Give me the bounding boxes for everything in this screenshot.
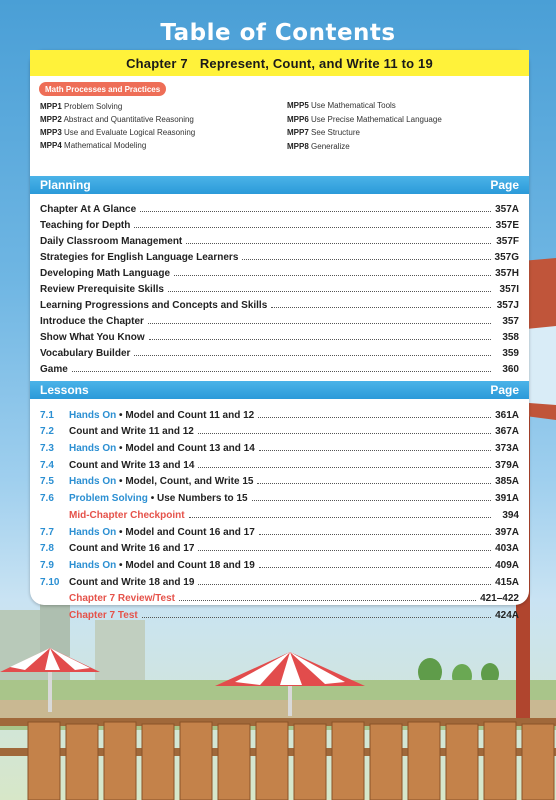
planning-row-page: 357J: [496, 300, 519, 311]
dot-leader: [258, 417, 491, 418]
mpp-column-right: [287, 99, 442, 153]
track: [0, 700, 556, 720]
dot-leader: [149, 339, 491, 340]
dot-leader: [72, 371, 491, 372]
mpp-item: MPP4 Mathematical Modeling: [40, 141, 147, 150]
dot-leader: [252, 500, 491, 501]
lesson-label-group: [69, 410, 254, 421]
lesson-page: 403A: [495, 543, 519, 555]
planning-row-label: Learning Progressions and Concepts and Skills: [40, 300, 268, 311]
planning-row-label: Introduce the Chapter: [40, 316, 144, 327]
lesson-special-row[interactable]: [40, 604, 519, 621]
planning-row[interactable]: [40, 263, 519, 279]
planning-row-label: Show What You Know: [40, 332, 145, 343]
planning-row[interactable]: [40, 327, 519, 343]
planning-row[interactable]: [40, 247, 519, 263]
toc-card: [30, 50, 529, 621]
lesson-page: 397A: [495, 526, 519, 538]
planning-row-page: 358: [502, 332, 519, 343]
lesson-row[interactable]: [40, 538, 519, 555]
planning-row-label: Game: [40, 364, 68, 375]
mpp-item: MPP5 Use Mathematical Tools: [287, 101, 396, 110]
lesson-label-group: [69, 560, 255, 571]
lesson-title: Model and Count 16 and 17: [125, 526, 255, 538]
lesson-page: 361A: [495, 409, 519, 421]
planning-row-page: 357A: [495, 204, 519, 215]
lesson-title: Use Numbers to 15: [156, 493, 248, 505]
dot-leader: [271, 307, 491, 308]
lesson-page: 373A: [495, 443, 519, 455]
lesson-prefix: Hands On: [69, 409, 117, 421]
lesson-number: 7.4: [40, 459, 54, 471]
mpp-item: MPP2 Abstract and Quantitative Reasoning: [40, 115, 194, 124]
lesson-number: 7.10: [40, 576, 60, 588]
lessons-header: [30, 381, 529, 399]
planning-row[interactable]: [40, 295, 519, 311]
lessons-page-label: Page: [490, 383, 519, 397]
lesson-title: Count and Write 13 and 14: [69, 459, 195, 471]
dot-leader: [174, 275, 491, 276]
dot-leader: [140, 211, 491, 212]
planning-page-label: Page: [490, 178, 519, 192]
dot-leader: [186, 243, 491, 244]
planning-row-label: Developing Math Language: [40, 268, 171, 279]
lesson-label-group: [69, 460, 194, 471]
lesson-number: 7.1: [40, 409, 54, 421]
bullet-separator: •: [119, 476, 123, 488]
planning-row-label: Strategies for English Language Learners: [40, 252, 239, 263]
lesson-row[interactable]: [40, 454, 519, 471]
dot-leader: [134, 355, 491, 356]
lesson-title: Count and Write 18 and 19: [69, 576, 195, 588]
mpp-item: MPP8 Generalize: [287, 141, 350, 151]
dot-leader: [257, 483, 491, 484]
page-title: Table of Contents: [160, 20, 396, 46]
lesson-label-group: [69, 577, 194, 588]
planning-row-page: 357I: [499, 284, 519, 295]
lesson-label-group: [69, 493, 248, 504]
planning-row-label: Vocabulary Builder: [40, 348, 131, 359]
lesson-prefix: Hands On: [69, 476, 117, 488]
dot-leader: [179, 600, 476, 601]
dot-leader: [259, 567, 491, 568]
planning-list: [30, 194, 529, 375]
lesson-row[interactable]: [40, 421, 519, 438]
planning-row[interactable]: [40, 343, 519, 359]
lesson-prefix: Hands On: [69, 559, 117, 571]
lesson-number: 7.9: [40, 559, 54, 571]
lesson-prefix: Hands On: [69, 526, 117, 538]
bullet-separator: •: [119, 559, 123, 571]
lesson-label-group: [69, 527, 255, 538]
lesson-number: 7.3: [40, 443, 54, 455]
dot-leader: [198, 550, 491, 551]
lesson-special-row[interactable]: [40, 588, 519, 605]
dot-leader: [168, 291, 491, 292]
mpp-item: MPP1 Problem Solving: [40, 102, 123, 111]
lesson-label-group: [69, 476, 253, 487]
lesson-title: Model and Count 11 and 12: [125, 409, 255, 421]
planning-row-label: Teaching for Depth: [40, 220, 131, 231]
lesson-page: 409A: [495, 559, 519, 571]
lesson-label-group: [69, 510, 185, 521]
mpp-badge: Math Processes and Practices: [39, 82, 166, 96]
planning-row-page: 357: [502, 316, 519, 327]
lesson-number: 7.7: [40, 526, 54, 538]
lesson-page: 424A: [495, 609, 519, 621]
dot-leader: [198, 584, 491, 585]
dot-leader: [148, 323, 491, 324]
lesson-row[interactable]: [40, 471, 519, 488]
mpp-item: MPP3 Use and Evaluate Logical Reasoning: [40, 128, 196, 137]
lesson-page: 367A: [495, 426, 519, 438]
lesson-title: Count and Write 11 and 12: [69, 426, 194, 438]
dot-leader: [198, 433, 491, 434]
lesson-prefix: Problem Solving: [69, 493, 148, 505]
lesson-row[interactable]: [40, 554, 519, 571]
lesson-title: Count and Write 16 and 17: [69, 543, 195, 555]
mpp-section: [30, 76, 529, 176]
lesson-page: 379A: [495, 459, 519, 471]
lesson-page: 421–422: [480, 593, 519, 605]
lesson-row[interactable]: [40, 404, 519, 421]
lesson-number: 7.6: [40, 493, 54, 505]
chapter-number: Chapter 7: [126, 55, 188, 71]
lesson-page: 415A: [495, 576, 519, 588]
lesson-special-row[interactable]: [40, 504, 519, 521]
fence: [0, 718, 556, 800]
planning-row[interactable]: [40, 359, 519, 375]
planning-row-page: 359: [502, 348, 519, 359]
planning-row-page: 357F: [496, 236, 519, 247]
bullet-separator: •: [150, 493, 155, 505]
lesson-special-label: Chapter 7 Review/Test: [69, 593, 175, 605]
lesson-page: 391A: [495, 493, 519, 505]
lesson-number: 7.5: [40, 476, 54, 488]
dot-leader: [134, 227, 491, 228]
planning-row[interactable]: [40, 311, 519, 327]
lesson-label-group: [69, 593, 175, 604]
chapter-title: Represent, Count, and Write 11 to 19: [199, 55, 433, 71]
lesson-title: Model and Count 18 and 19: [125, 559, 255, 571]
bullet-separator: •: [119, 526, 123, 538]
dot-leader: [259, 450, 491, 451]
planning-row-page: 357E: [495, 220, 519, 231]
lesson-label-group: [69, 610, 138, 621]
planning-row[interactable]: [40, 279, 519, 295]
lesson-label-group: [69, 426, 194, 437]
bullet-separator: •: [119, 409, 123, 421]
planning-title: Planning: [40, 178, 91, 192]
lessons-list: [30, 399, 529, 621]
lesson-title: Model and Count 13 and 14: [125, 443, 255, 455]
lesson-number: 7.2: [40, 426, 54, 438]
dot-leader: [259, 534, 491, 535]
dot-leader: [198, 467, 491, 468]
lesson-page: 385A: [495, 476, 519, 488]
planning-row[interactable]: [40, 199, 519, 215]
lesson-page: 394: [502, 509, 519, 521]
planning-row-label: Daily Classroom Management: [40, 236, 183, 247]
dot-leader: [242, 259, 490, 260]
chapter-title-bar: [30, 50, 529, 76]
lesson-row[interactable]: [40, 571, 519, 588]
planning-row-page: 357G: [494, 252, 519, 263]
lesson-special-label: Mid-Chapter Checkpoint: [69, 509, 185, 521]
lesson-row[interactable]: [40, 437, 519, 454]
building-shape: [95, 620, 145, 680]
planning-row-label: Chapter At A Glance: [40, 204, 137, 215]
lesson-number: 7.8: [40, 543, 54, 555]
planning-row[interactable]: [40, 231, 519, 247]
lesson-prefix: Hands On: [69, 443, 117, 455]
planning-row-page: 360: [502, 364, 519, 375]
lesson-label-group: [69, 443, 255, 454]
mpp-item: MPP7 See Structure: [287, 128, 360, 137]
bullet-separator: •: [119, 443, 123, 455]
lesson-row[interactable]: [40, 487, 519, 504]
lesson-row[interactable]: [40, 521, 519, 538]
dot-leader: [189, 517, 491, 518]
lesson-special-label: Chapter 7 Test: [69, 609, 138, 621]
mpp-item: MPP6 Use Precise Mathematical Language: [287, 114, 442, 124]
lessons-title: Lessons: [40, 383, 89, 397]
mpp-column-left: [40, 100, 195, 152]
planning-row-page: 357H: [495, 268, 519, 279]
planning-row-label: Review Prerequisite Skills: [40, 284, 164, 295]
dot-leader: [142, 617, 491, 618]
planning-row[interactable]: [40, 215, 519, 231]
lesson-title: Model, Count, and Write 15: [125, 476, 254, 488]
lesson-label-group: [69, 543, 194, 554]
planning-header: [30, 176, 529, 194]
